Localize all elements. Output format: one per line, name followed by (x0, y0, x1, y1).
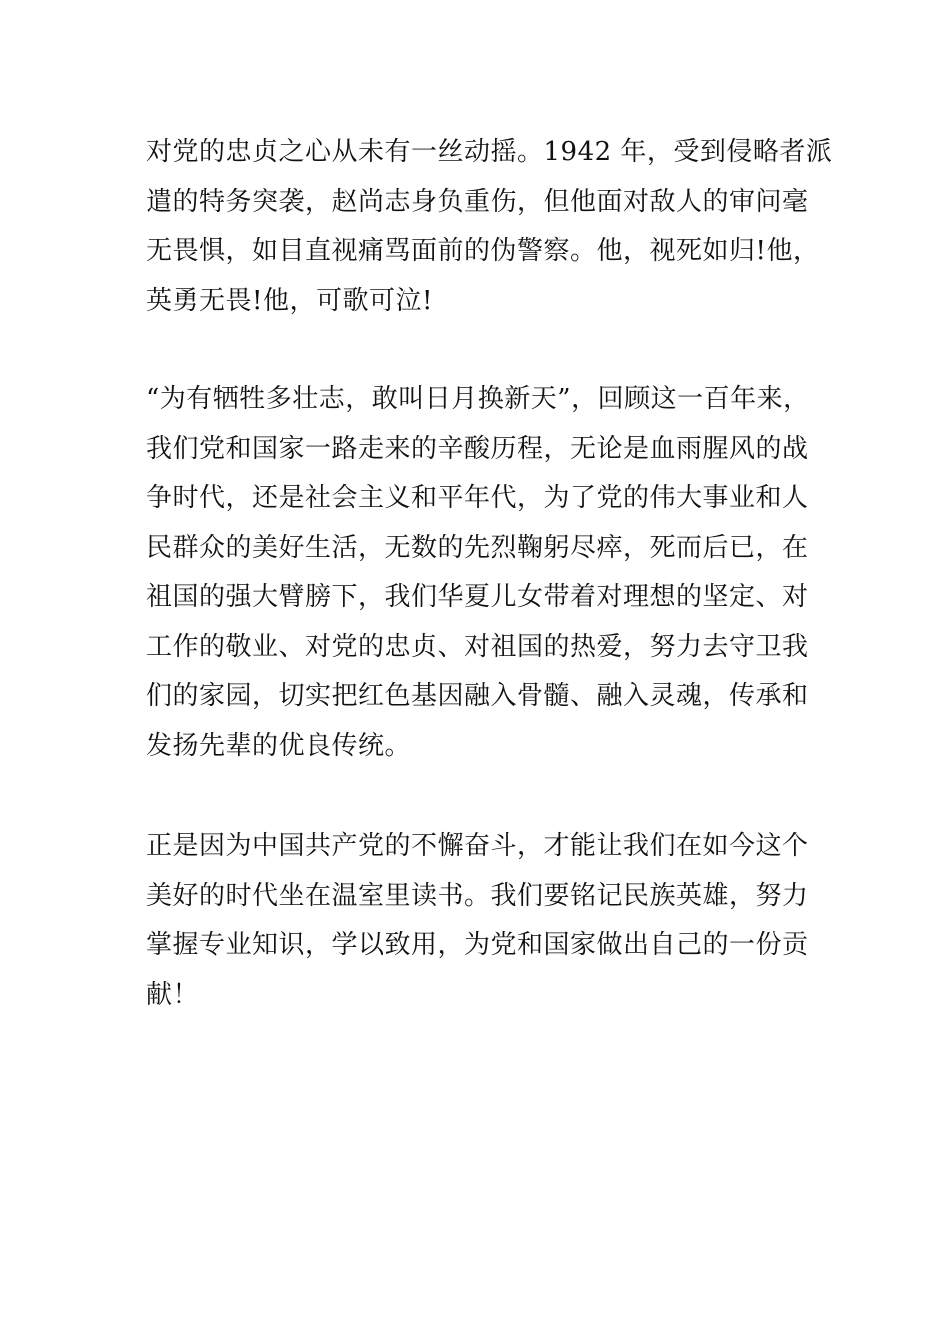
text-line: 发扬先辈的优良传统。 (146, 730, 412, 761)
text-line: 对党的忠贞之心从未有一丝动摇。1942 年，受到侵略者派 (146, 137, 833, 167)
text-line: 们的家园，切实把红色基因融入骨髓、融入灵魂，传承和 (146, 681, 809, 711)
paragraph-2 (146, 375, 836, 771)
text-line: 工作的敬业、对党的忠贞、对祖国的热爱，努力去守卫我 (146, 631, 809, 662)
text-line: 美好的时代坐在温室里读书。我们要铭记民族英雄，努力 (146, 880, 809, 911)
paragraph-3 (146, 822, 836, 1020)
text-line: 民群众的美好生活，无数的先烈鞠躬尽瘁，死而后已，在 (146, 532, 809, 563)
paragraph-1 (146, 128, 836, 326)
text-line: 献！ (146, 979, 200, 1010)
text-line: 英勇无畏!他，可歌可泣! (146, 285, 433, 316)
text-line: 无畏惧，如目直视痛骂面前的伪警察。他，视死如归!他， (146, 236, 820, 266)
text-line: 遣的特务突袭，赵尚志身负重伤，但他面对敌人的审问毫 (146, 186, 809, 217)
text-line: 我们党和国家一路走来的辛酸历程，无论是血雨腥风的战 (146, 433, 809, 464)
text-line: 争时代，还是社会主义和平年代，为了党的伟大事业和人 (146, 483, 809, 513)
text-line: 正是因为中国共产党的不懈奋斗，才能让我们在如今这个 (146, 831, 809, 861)
text-line: “为有牺牲多壮志，敢叫日月换新天”，回顾这一百年来， (146, 384, 810, 414)
text-line: 祖国的强大臂膀下，我们华夏儿女带着对理想的坚定、对 (146, 582, 809, 612)
text-line: 掌握专业知识，学以致用，为党和国家做出自己的一份贡 (146, 930, 809, 960)
